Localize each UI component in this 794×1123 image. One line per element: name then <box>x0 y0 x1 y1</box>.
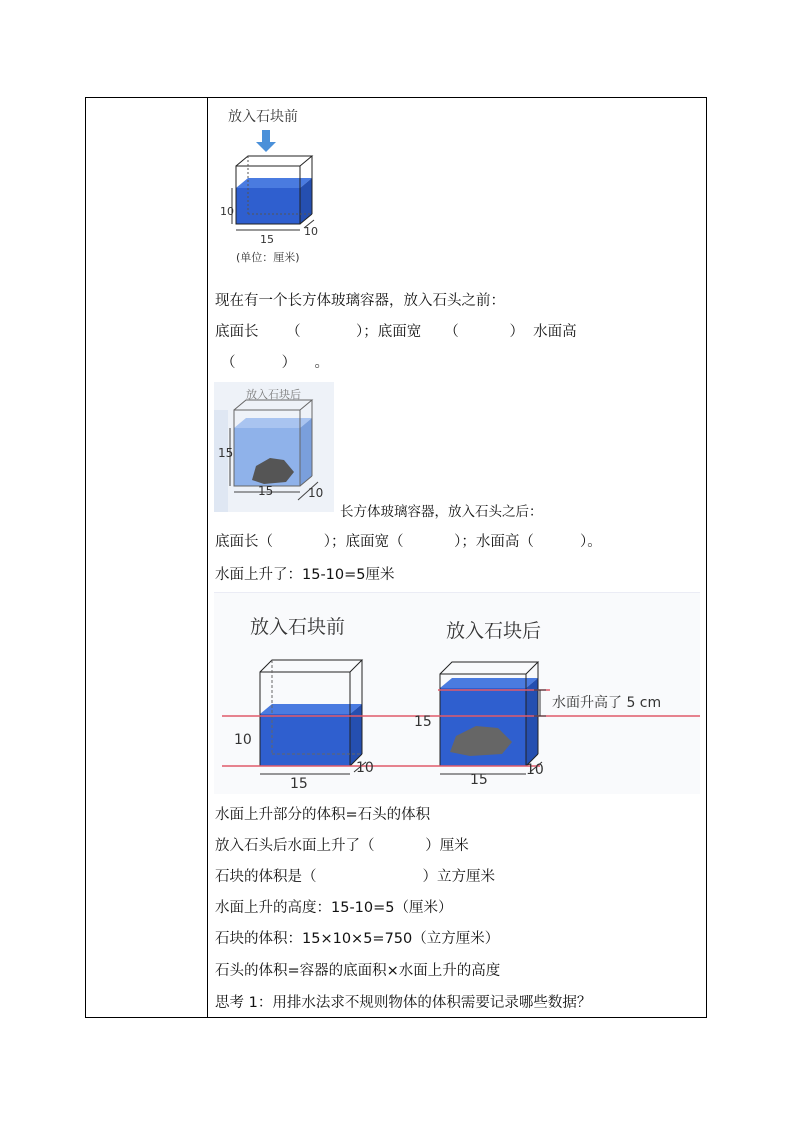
figure-comparison <box>214 592 700 794</box>
rise-label: 水面升高了 5 cm <box>552 695 662 711</box>
text-line: 石块的体积是（ ）立方厘米 <box>215 869 496 885</box>
text-line: 石头的体积=容器的底面积×水面上升的高度 <box>215 963 501 979</box>
text-line: 长方体玻璃容器，放入石头之后： <box>340 504 543 520</box>
text-line: 思考 1：用排水法求不规则物体的体积需要记录哪些数据？ <box>215 995 592 1011</box>
text-line: 水面上升了：15-10=5厘米 <box>215 567 395 583</box>
height-label: 15 <box>218 446 234 460</box>
column-divider <box>207 98 208 1017</box>
width-label: 10 <box>308 486 324 500</box>
container-illustration <box>222 104 342 266</box>
before-width-label: 10 <box>356 760 374 776</box>
unit-label: (单位：厘米) <box>236 251 300 264</box>
before-length-label: 15 <box>290 776 308 792</box>
text-line: 现在有一个长方体玻璃容器，放入石头之前： <box>215 293 505 309</box>
figure-after-stone <box>214 382 334 512</box>
caption-after: 放入石块后 <box>446 620 542 642</box>
text-line: 底面长（ ）；底面宽（ ）；水面高（ ）。 <box>215 534 602 550</box>
after-length-label: 15 <box>470 772 488 788</box>
text-line: 石块的体积：15×10×5=750（立方厘米） <box>215 931 500 947</box>
figure-caption: 放入石块后 <box>246 388 301 401</box>
text-line: 底面长 （ ）；底面宽 （ ） 水面高 <box>215 324 577 340</box>
after-width-label: 10 <box>526 762 544 778</box>
width-label: 10 <box>304 225 318 238</box>
height-label: 10 <box>220 205 234 218</box>
caption-before: 放入石块前 <box>250 616 346 638</box>
text-line: （ ） 。 <box>221 355 330 371</box>
figure-before-stone <box>222 104 342 266</box>
after-height-label: 15 <box>414 714 432 730</box>
length-label: 15 <box>260 233 274 246</box>
figure-caption: 放入石块前 <box>228 109 298 125</box>
before-height-label: 10 <box>234 732 252 748</box>
length-label: 15 <box>258 484 274 498</box>
text-line: 水面上升的高度：15-10=5（厘米） <box>215 900 453 916</box>
text-line: 放入石头后水面上升了（ ）厘米 <box>215 838 469 854</box>
text-line: 水面上升部分的体积=石头的体积 <box>215 807 431 823</box>
